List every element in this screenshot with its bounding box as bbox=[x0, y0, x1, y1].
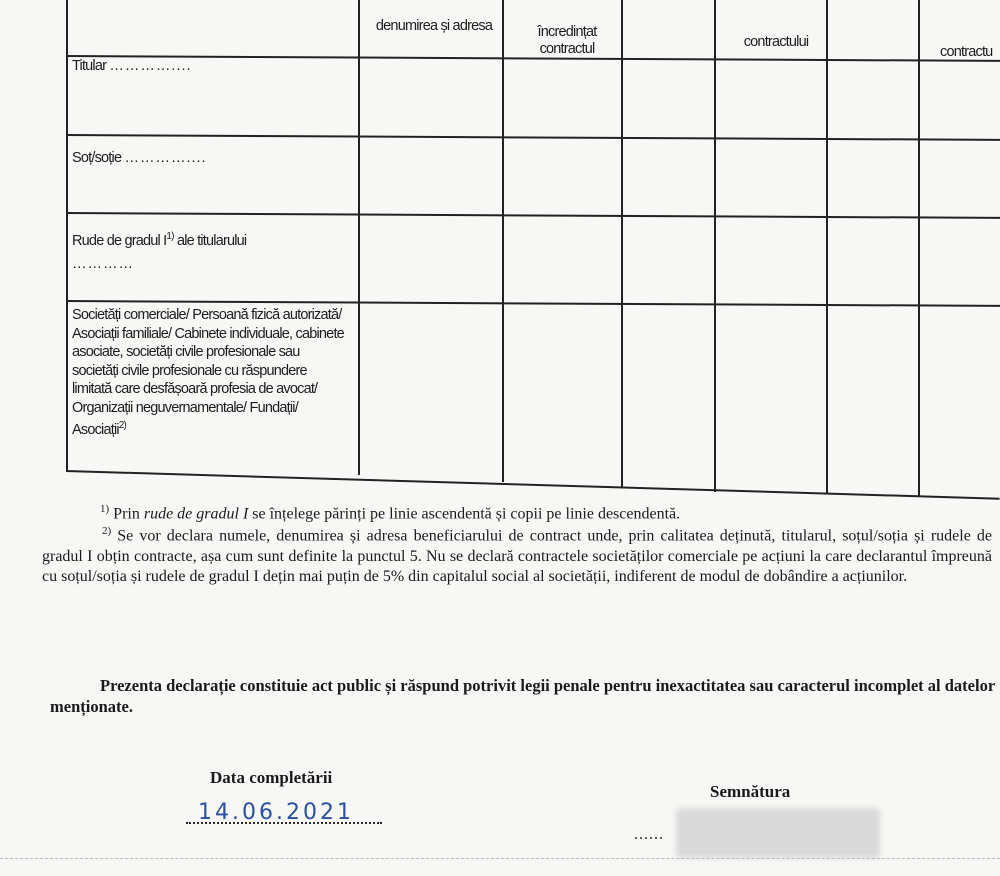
table-col-line bbox=[358, 0, 360, 475]
row-label-text: Societăți comerciale/ Persoană fizică autorizată/ Asociații familiale/ Cabinete individuale, cabinete asociate, societăți civile profesionale sau societăți civile profesionale cu răspundere limitată care desfășoară profesia de avocat/ Organizații neguvernamentale/ Fundații/ Asociații bbox=[72, 307, 344, 438]
footnote-2-mark: 2) bbox=[102, 525, 112, 537]
table-col-line bbox=[502, 0, 504, 482]
row-label-text: Rude de gradul I bbox=[72, 232, 167, 249]
row-label-dots: ………….... bbox=[124, 150, 207, 166]
header-incredintat: încredințat contractul bbox=[537, 24, 597, 57]
footnote-2-text: Se vor declara numele, denumirea și adresa beneficiarului de contract unde, prin calitatea deținută, titularul, soțul/soția și rudele de gradul I obțin contracte, așa cum sunt definite la punctul 5. Nu se declară contractele societăților comerciale pe acțiuni la care declarantul împreună cu soțul/soția și rudele de gradul I dețin mai puțin de 5% din capitalul social al societății, indiferent de modul de dobândire a acțiunilor. bbox=[42, 527, 993, 586]
row-label-rude bbox=[72, 228, 352, 273]
row-label-societati bbox=[72, 306, 348, 439]
table-col-line bbox=[714, 0, 716, 492]
footnote-2 bbox=[42, 521, 992, 588]
footnote-1-post: se înțelege părinți pe linie ascendentă și copii pe linie descendentă. bbox=[248, 505, 681, 523]
row-label-sot-sotie bbox=[72, 150, 352, 167]
footnote-1-pre: Prin bbox=[113, 505, 144, 523]
signature-label: Semnătura bbox=[710, 782, 791, 801]
table-row-line bbox=[66, 134, 1000, 140]
row-label-suffix: ale titularului bbox=[173, 232, 247, 249]
table-col-line bbox=[918, 0, 920, 497]
date-label: Data completării bbox=[210, 768, 333, 787]
footnote-1 bbox=[100, 500, 680, 523]
row-label-dots: ………….... bbox=[109, 58, 192, 74]
footnote-1-italic: rude de gradul I bbox=[143, 505, 249, 523]
page-bottom-rule bbox=[0, 858, 1000, 859]
table-row-line bbox=[66, 212, 1000, 218]
signature-dots: ...... bbox=[634, 826, 664, 843]
table-col-line bbox=[826, 0, 828, 494]
table-col-line bbox=[621, 0, 623, 488]
row-label-dots: ………… bbox=[72, 255, 134, 272]
row-label-text: Titular bbox=[72, 58, 107, 74]
row-label-sup: 1) bbox=[166, 231, 174, 242]
contracts-table bbox=[66, 0, 1000, 498]
signature-redacted bbox=[676, 808, 880, 858]
row-label-titular bbox=[72, 58, 352, 75]
header-contractu: contractu bbox=[940, 44, 993, 60]
footnote-1-mark: 1) bbox=[100, 503, 110, 515]
header-contractului: contractului bbox=[743, 34, 809, 50]
row-label-text: Soț/soție bbox=[72, 150, 122, 166]
table-border-left bbox=[66, 0, 68, 470]
header-denumirea: denumirea și adresa bbox=[375, 18, 493, 34]
table-bottom-line bbox=[66, 470, 1000, 499]
date-value: 14.06.2021 bbox=[198, 800, 354, 825]
row-label-sup: 2) bbox=[118, 420, 127, 431]
declaration-statement: Prezenta declarație constituie act public și răspund potrivit legii penale pentru inexactitatea sau caracterul incomplet al datelor menționate. bbox=[50, 676, 995, 716]
